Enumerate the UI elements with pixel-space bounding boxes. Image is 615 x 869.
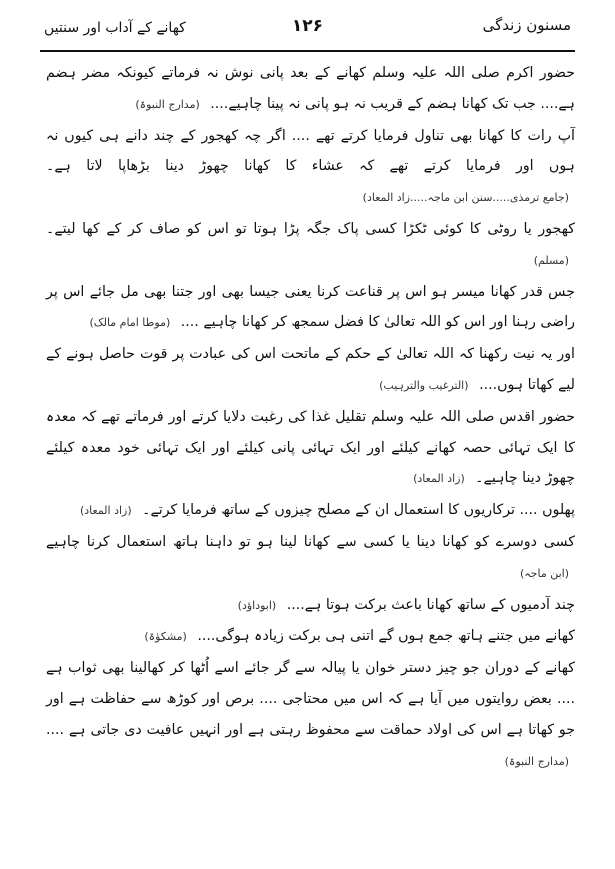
paragraph (46, 621, 575, 653)
paragraph-text: کھجور یا روٹی کا کوئی ٹکڑا کسی پاک جگہ پڑا ہوتا تو اس کو صاف کر کے کھا لیتے۔ (46, 220, 575, 237)
source-citation: (الترغیب والترہیب) (379, 378, 469, 392)
paragraph (46, 58, 575, 121)
paragraph-text: آپ رات کا کھانا بھی تناول فرمایا کرتے تھے .... اگر چہ کھجور کے چند دانے ہی کیوں نہ ہوں اور فرمایا کرتے تھے کہ عشاء کا کھانا چھوڑ دینا بڑھاپا لاتا ہے۔ (46, 127, 575, 175)
page-body (46, 58, 575, 861)
paragraph (46, 339, 575, 402)
paragraph (46, 495, 575, 527)
paragraph-text: جس قدر کھانا میسر ہو اس پر قناعت کرنا یعنی جیسا بھی اور جتنا بھی مل جائے اس پر راضی رہنا اور اس کو اللہ تعالیٰ کا فضل سمجھ کر کھانا چاہیے .... (46, 283, 575, 331)
source-citation: (مشکوٰۃ) (144, 630, 187, 644)
paragraph (46, 590, 575, 622)
paragraph-text: حضور اکرم صلی اللہ علیہ وسلم کھانے کے بعد پانی نوش نہ فرماتے کیونکہ مضر ہضم ہے.... جب تک کھانا ہضم کے قریب نہ ہو پانی نہ پینا چاہیے.... (46, 65, 575, 112)
source-citation: (جامع ترمذی.....سنن ابن ماجہ.....زاد المعاد) (362, 191, 569, 205)
source-citation: (مدارج النبوۃ) (504, 754, 569, 768)
paragraph-text: پھلوں .... ترکاریوں کا استعمال ان کے مصلح چیزوں کے ساتھ فرمایا کرتے۔ (142, 502, 575, 519)
paragraph (46, 214, 575, 277)
paragraph-text: اور یہ نیت رکھنا کہ اللہ تعالیٰ کے حکم کے ماتحت اس کی عبادت پر قوت حاصل ہونے کے لیے کھاتا ہوں.... (46, 346, 575, 393)
page-header (40, 10, 575, 52)
paragraph-text: کسی دوسرے کو کھانا دینا یا کسی سے کھانا لینا ہو تو داہنا ہاتھ استعمال کرنا چاہیے (46, 533, 575, 550)
paragraph-text: کھانے کے دوران جو چیز دستر خوان یا پیالہ سے گر جائے اسے اُٹھا کر کھالینا بھی ثواب ہے .... بعض روایتوں میں آیا ہے کہ اس میں محتاجی .... برص اور کوڑھ سے حفاظت ہے اور جو کھاتا ہے اس کی اولاد حماقت سے محفوظ رہتی ہے اور انہیں عافیت دی جاتی ہے .... (46, 660, 575, 738)
source-citation: (مدارج النبوۃ) (135, 97, 200, 111)
book-title: مسنون زندگی (482, 16, 571, 34)
source-citation: (زاد المعاد) (79, 504, 132, 518)
paragraph (46, 121, 575, 214)
paragraph-text: کھانے میں جتنے ہاتھ جمع ہوں گے اتنی ہی برکت زیادہ ہوگی.... (197, 628, 575, 645)
paragraph (46, 277, 575, 340)
source-citation: (ابن ماجہ) (519, 566, 569, 580)
page-number: ۱۲۶ (291, 16, 324, 36)
source-citation: (موطا امام مالک) (89, 316, 171, 330)
paragraph-text: چند آدمیوں کے ساتھ کھانا باعث برکت ہوتا ہے.... (286, 596, 575, 613)
source-citation: (زاد المعاد) (413, 472, 465, 486)
paragraph-text: حضور اقدس صلی اللہ علیہ وسلم تقلیل غذا کی رغبت دلایا کرتے اور فرماتے تھے کہ معدہ کا ایک تہائی حصہ کھانے کیلئے اور ایک تہائی پانی کیلئے اور ایک تہائی خود معدہ کیلئے چھوڑ دینا چاہیے۔ (46, 408, 575, 487)
chapter-title: کھانے کے آداب اور سنتیں (44, 20, 186, 36)
source-citation: (مسلم) (533, 253, 569, 267)
paragraph (46, 527, 575, 590)
source-citation: (ابوداؤد) (237, 598, 277, 612)
paragraph (46, 402, 575, 495)
paragraph (46, 653, 575, 777)
